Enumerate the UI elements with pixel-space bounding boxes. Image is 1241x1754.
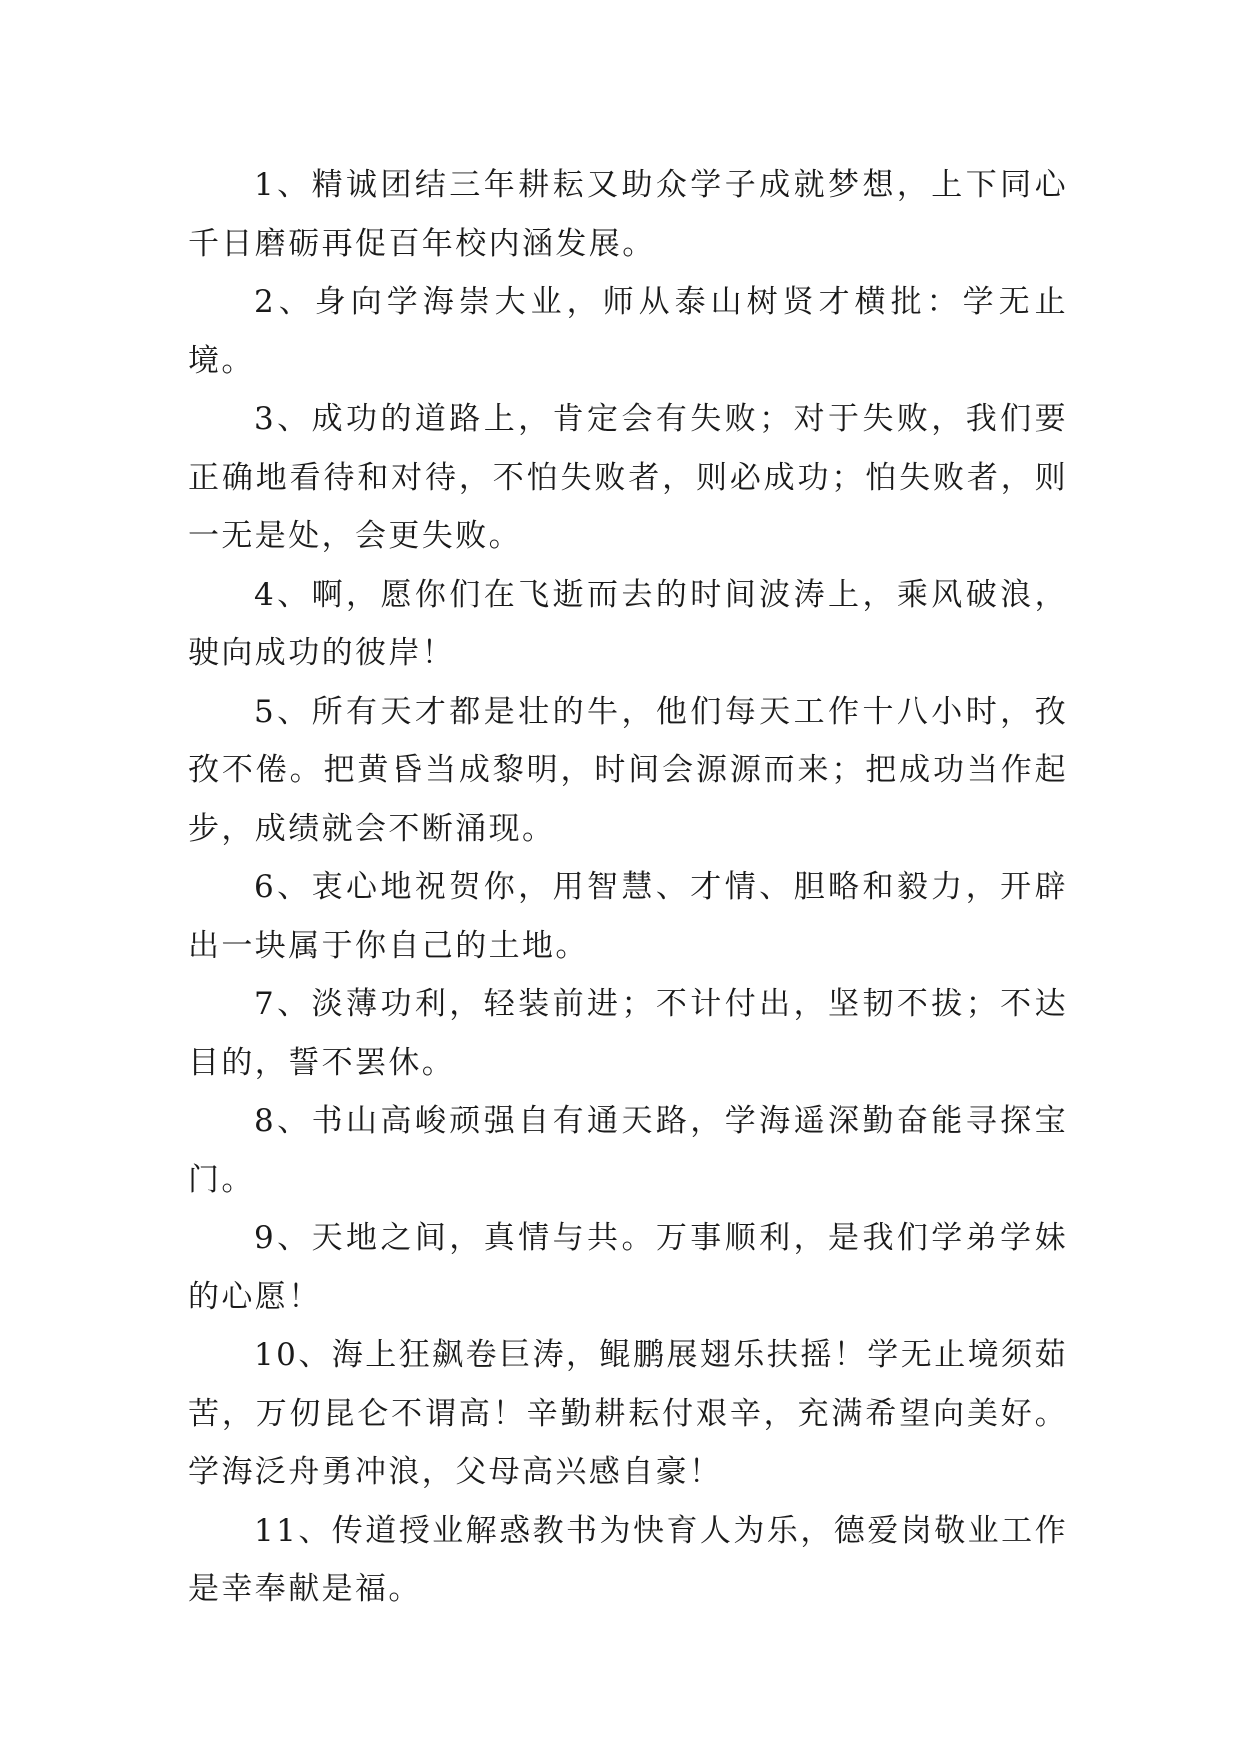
paragraph-5: 5、所有天才都是壮的牛，他们每天工作十八小时，孜孜不倦。把黄昏当成黎明，时间会源源而来；把成功当作起步，成绩就会不断涌现。: [188, 693, 1068, 847]
paragraph-6: 6、衷心地祝贺你，用智慧、才情、胆略和毅力，开辟出一块属于你自己的土地。: [188, 869, 1068, 964]
paragraph-3: 3、成功的道路上，肯定会有失败；对于失败，我们要正确地看待和对待，不怕失败者，则必成功；怕失败者，则一无是处，会更失败。: [188, 401, 1068, 554]
paragraph-11: 11、传道授业解惑教书为快育人为乐，德爱岗敬业工作是幸奉献是福。: [188, 1512, 1068, 1607]
document-body: [188, 156, 1068, 1619]
paragraph-7: 7、淡薄功利，轻装前进；不计付出，坚韧不拔；不达目的，誓不罢休。: [188, 986, 1068, 1081]
paragraph-2: 2、身向学海崇大业，师从泰山树贤才横批：学无止境。: [188, 284, 1068, 379]
paragraph-10: 10、海上狂飙卷巨涛，鲲鹏展翅乐扶摇！学无止境须茹苦，万仞昆仑不谓高！辛勤耕耘付艰辛，充满希望向美好。学海泛舟勇冲浪，父母高兴感自豪！: [188, 1337, 1068, 1490]
paragraph-8: 8、书山高峻顽强自有通天路，学海遥深勤奋能寻探宝门。: [188, 1103, 1068, 1198]
paragraph-4: 4、啊，愿你们在飞逝而去的时间波涛上，乘风破浪，驶向成功的彼岸！: [188, 576, 1068, 671]
paragraph-9: 9、天地之间，真情与共。万事顺利，是我们学弟学妹的心愿！: [188, 1220, 1068, 1315]
paragraph-1: 1、精诚团结三年耕耘又助众学子成就梦想，上下同心千日磨砺再促百年校内涵发展。: [188, 167, 1068, 262]
